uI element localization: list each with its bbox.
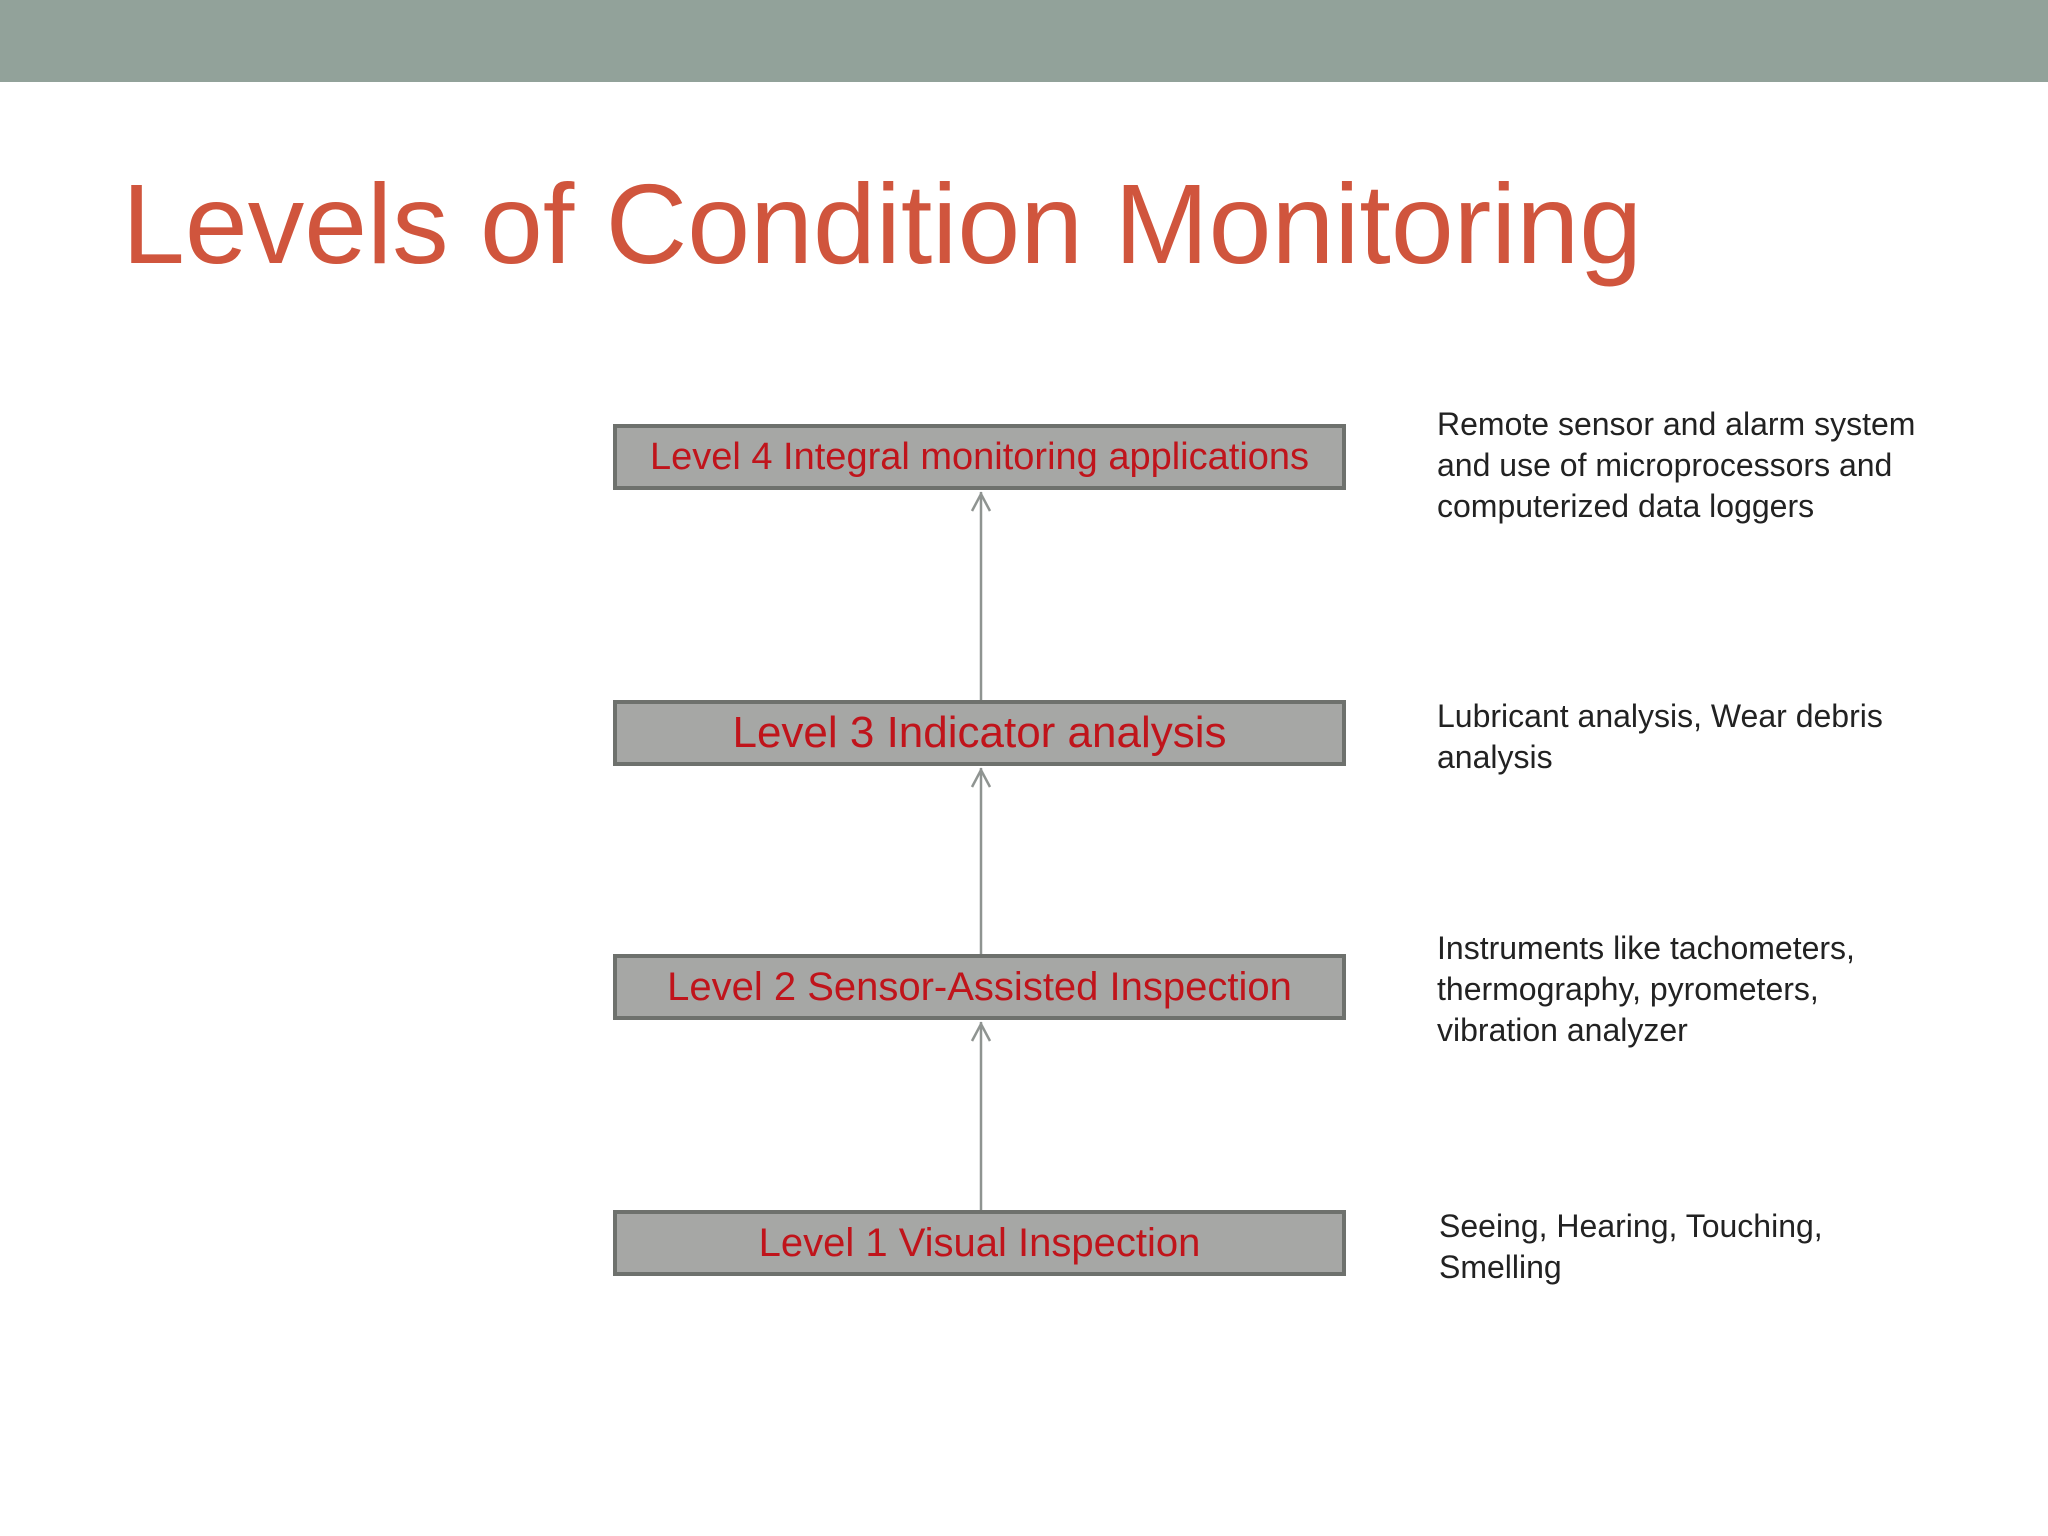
- level-2-description: Instruments like tachometers, thermography, pyrometers, vibration analyzer: [1437, 930, 1855, 1048]
- level-1-box: Level 1 Visual Inspection: [613, 1210, 1346, 1276]
- top-band: [0, 0, 2048, 82]
- level-3-box: Level 3 Indicator analysis: [613, 700, 1346, 766]
- slide-title: Levels of Condition Monitoring: [122, 161, 1643, 287]
- arrowhead-level4: [972, 494, 990, 511]
- level-3-description: Lubricant analysis, Wear debris analysis: [1437, 698, 1883, 775]
- arrowhead-level3: [972, 770, 990, 787]
- level-2-box: Level 2 Sensor-Assisted Inspection: [613, 954, 1346, 1020]
- level-4-box: Level 4 Integral monitoring applications: [613, 424, 1346, 490]
- level-4-description: Remote sensor and alarm system and use of microprocessors and computerized data loggers: [1437, 406, 1916, 524]
- level-1-description: Seeing, Hearing, Touching, Smelling: [1439, 1208, 1823, 1285]
- arrowhead-level2: [972, 1024, 990, 1041]
